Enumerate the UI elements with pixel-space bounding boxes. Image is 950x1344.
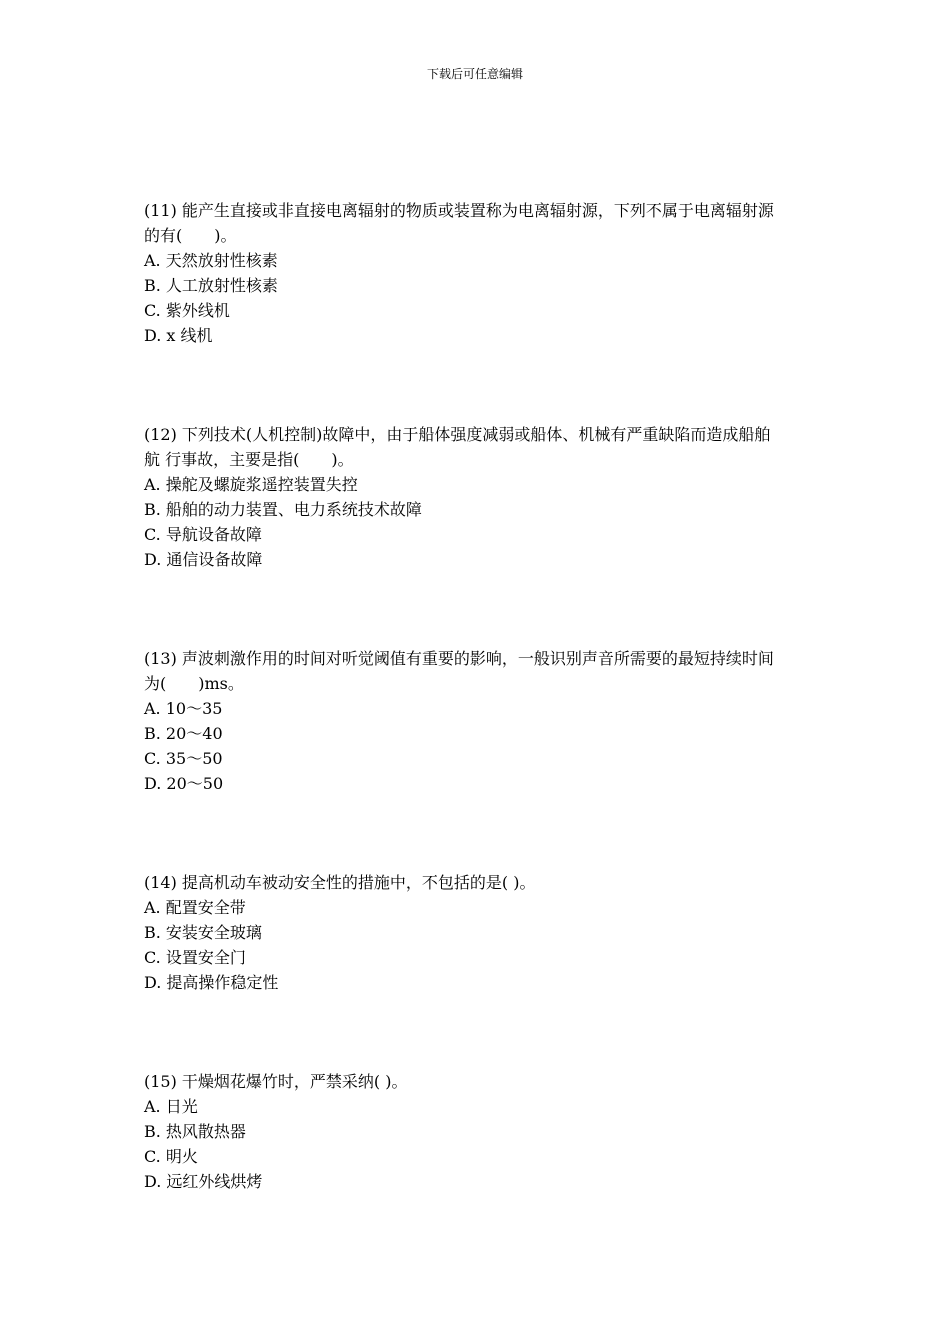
- question-15: [144, 1069, 810, 1194]
- option-b: B. 20～40: [144, 724, 223, 743]
- option-a: A. 配置安全带: [144, 898, 246, 917]
- question-stem-line: (15) 干燥烟花爆竹时，严禁采纳( )。: [144, 1072, 408, 1091]
- question-stem-line: 的有( )。: [144, 226, 237, 245]
- question-stem-line: 航 行事故，主要是指( )。: [144, 450, 354, 469]
- option-a: A. 日光: [144, 1097, 198, 1116]
- question-stem-line: (12) 下列技术(人机控制)故障中，由于船体强度减弱或船体、机械有严重缺陷而造成船舶: [144, 425, 771, 444]
- option-b: B. 船舶的动力装置、电力系统技术故障: [144, 500, 422, 519]
- question-11: [144, 198, 810, 348]
- option-d: D. 20～50: [144, 774, 224, 793]
- option-a: A. 操舵及螺旋浆遥控装置失控: [144, 475, 358, 494]
- question-14: [144, 870, 810, 995]
- option-d: D. 远红外线烘烤: [144, 1172, 263, 1191]
- option-b: B. 热风散热器: [144, 1122, 246, 1141]
- option-c: C. 35～50: [144, 749, 223, 768]
- option-b: B. 安装安全玻璃: [144, 923, 262, 942]
- question-stem-line: 为( )ms。: [144, 674, 244, 693]
- option-c: C. 明火: [144, 1147, 198, 1166]
- option-d: D. x 线机: [144, 326, 213, 345]
- option-d: D. 提高操作稳定性: [144, 973, 279, 992]
- option-c: C. 设置安全门: [144, 948, 246, 967]
- header-note: 下载后可任意编辑: [426, 67, 523, 81]
- question-stem-line: (11) 能产生直接或非直接电离辐射的物质或装置称为电离辐射源，下列不属于电离辐射源: [144, 201, 774, 220]
- question-12: [144, 422, 810, 572]
- option-c: C. 紫外线机: [144, 301, 230, 320]
- option-d: D. 通信设备故障: [144, 550, 263, 569]
- question-stem-line: (13) 声波刺激作用的时间对听觉阈值有重要的影响，一般识别声音所需要的最短持续时间: [144, 649, 774, 668]
- option-c: C. 导航设备故障: [144, 525, 262, 544]
- option-a: A. 天然放射性核素: [144, 251, 278, 270]
- question-stem-line: (14) 提高机动车被动安全性的措施中，不包括的是( )。: [144, 873, 536, 892]
- option-b: B. 人工放射性核素: [144, 276, 278, 295]
- option-a: A. 10～35: [144, 699, 223, 718]
- question-13: [144, 646, 810, 796]
